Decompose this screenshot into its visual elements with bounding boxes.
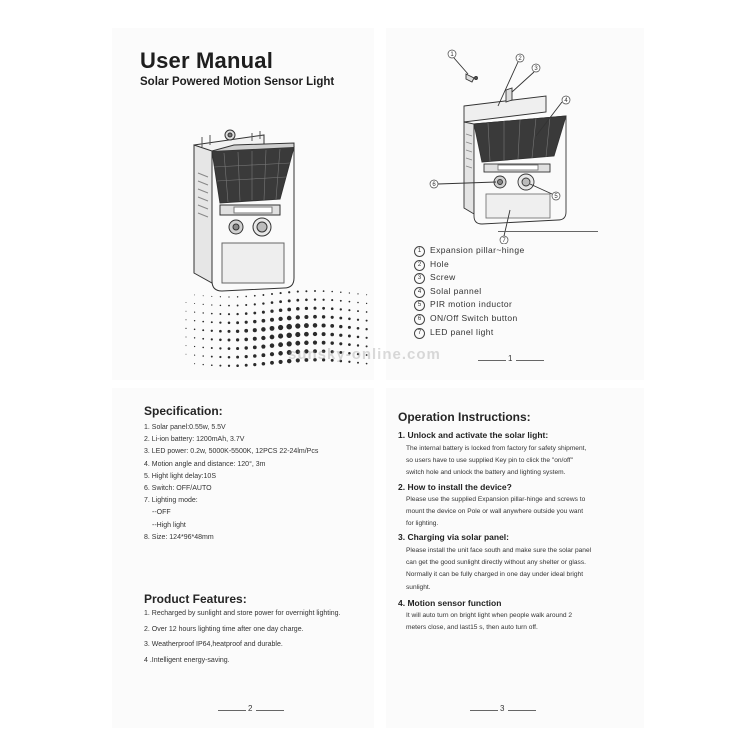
list-item: 2 Hole [414,258,525,272]
specification-list [144,422,318,544]
page-rule-left [218,710,246,711]
list-item: 5. Hight light delay:10S [144,472,216,480]
callout-4: 4 [564,98,568,104]
page-number-3: 3 [500,704,505,713]
callout-3: 3 [534,66,538,72]
list-item: 3 Screw [414,271,525,285]
features-list [144,606,341,668]
page-rule-right [508,710,536,711]
list-item: 6 ON/Off Switch button [414,312,525,326]
parts-divider [498,231,598,232]
callout-2: 2 [518,56,522,62]
page-number-2: 2 [248,704,253,713]
list-item: 4 .Intelligent energy-saving. [144,656,230,664]
operation-heading: Operation Instructions: [398,410,531,424]
watermark: sunsky-online.com [288,346,441,363]
list-item: 4. Motion angle and distance: 120°, 3m [144,460,266,468]
page-number-1: 1 [508,354,513,363]
list-item: 2. Over 12 hours lighting time after one day charge. [144,625,304,633]
list-item: 3. Weatherproof IP64,heatproof and durable. [144,641,283,648]
list-item: --High light [152,521,186,529]
cover-page [112,28,374,380]
parts-diagram [426,44,616,244]
callout-5: 5 [554,194,558,200]
operation-step-1-text: The internal battery is locked from factory for safety shipment, so users have to use supplied Key pin to click the "on/off" switch hole and unlock the battery and lighting system. [406,445,587,477]
list-item: 1. Solar panel:0.55w, 5.5V [144,424,226,431]
list-item: 1 Expansion pillar~hinge [414,244,525,258]
list-item: 7. Lighting mode: [144,497,198,505]
operation-step-2-text: Please use the supplied Expansion pillar-hinge and screws to mount the device on Pole or wall anywhere outside you want for lighting. [406,496,586,528]
parts-list [414,244,525,339]
operation-step-2-title: 2. How to install the device? [398,482,512,492]
operation-step-4-text: It will auto turn on bright light when people walk around 2 meters close, and last15 s, then auto turn off. [406,612,573,632]
list-item: 3. LED power: 0.2w, 5000K-5500K, 12PCS 22-24lm/Pcs [144,448,319,456]
page-rule-right [516,360,544,361]
features-heading: Product Features: [144,592,247,606]
callout-6: 6 [432,182,436,188]
specification-heading: Specification: [144,404,223,418]
specification-page [112,388,374,728]
operation-step-3-text: Please install the unit face south and make sure the solar panel can get the good sunlight directly without any shelter or glass. Normally it can be fully charged in one day under ideal bright sunlight. [406,547,592,591]
callout-7: 7 [502,238,506,244]
list-item: 5 PIR motion inductor [414,298,525,312]
list-item: --OFF [152,509,171,517]
operation-step-3-title: 3. Charging via solar panel: [398,532,510,542]
list-item: 1. Recharged by sunlight and store power for overnight lighting. [144,610,341,617]
product-illustration [172,123,332,298]
list-item: 8. Size: 124*96*48mm [144,533,214,541]
operation-step-1-title: 1. Unlock and activate the solar light: [398,430,549,440]
manual-subtitle: Solar Powered Motion Sensor Light [140,76,335,88]
list-item: 2. Li-ion battery: 1200mAh, 3.7V [144,436,245,444]
manual-title: User Manual [140,48,274,73]
operation-step-4-title: 4. Motion sensor function [398,598,502,608]
page-rule-right [256,710,284,711]
callout-1: 1 [450,52,454,58]
parts-page [386,28,644,380]
page-rule-left [470,710,498,711]
list-item: 6. Switch: OFF/AUTO [144,485,212,493]
list-item: 4 Solal pannel [414,285,525,299]
page-rule-left [478,360,506,361]
list-item: 7 LED panel light [414,326,525,340]
operation-page [386,388,644,728]
